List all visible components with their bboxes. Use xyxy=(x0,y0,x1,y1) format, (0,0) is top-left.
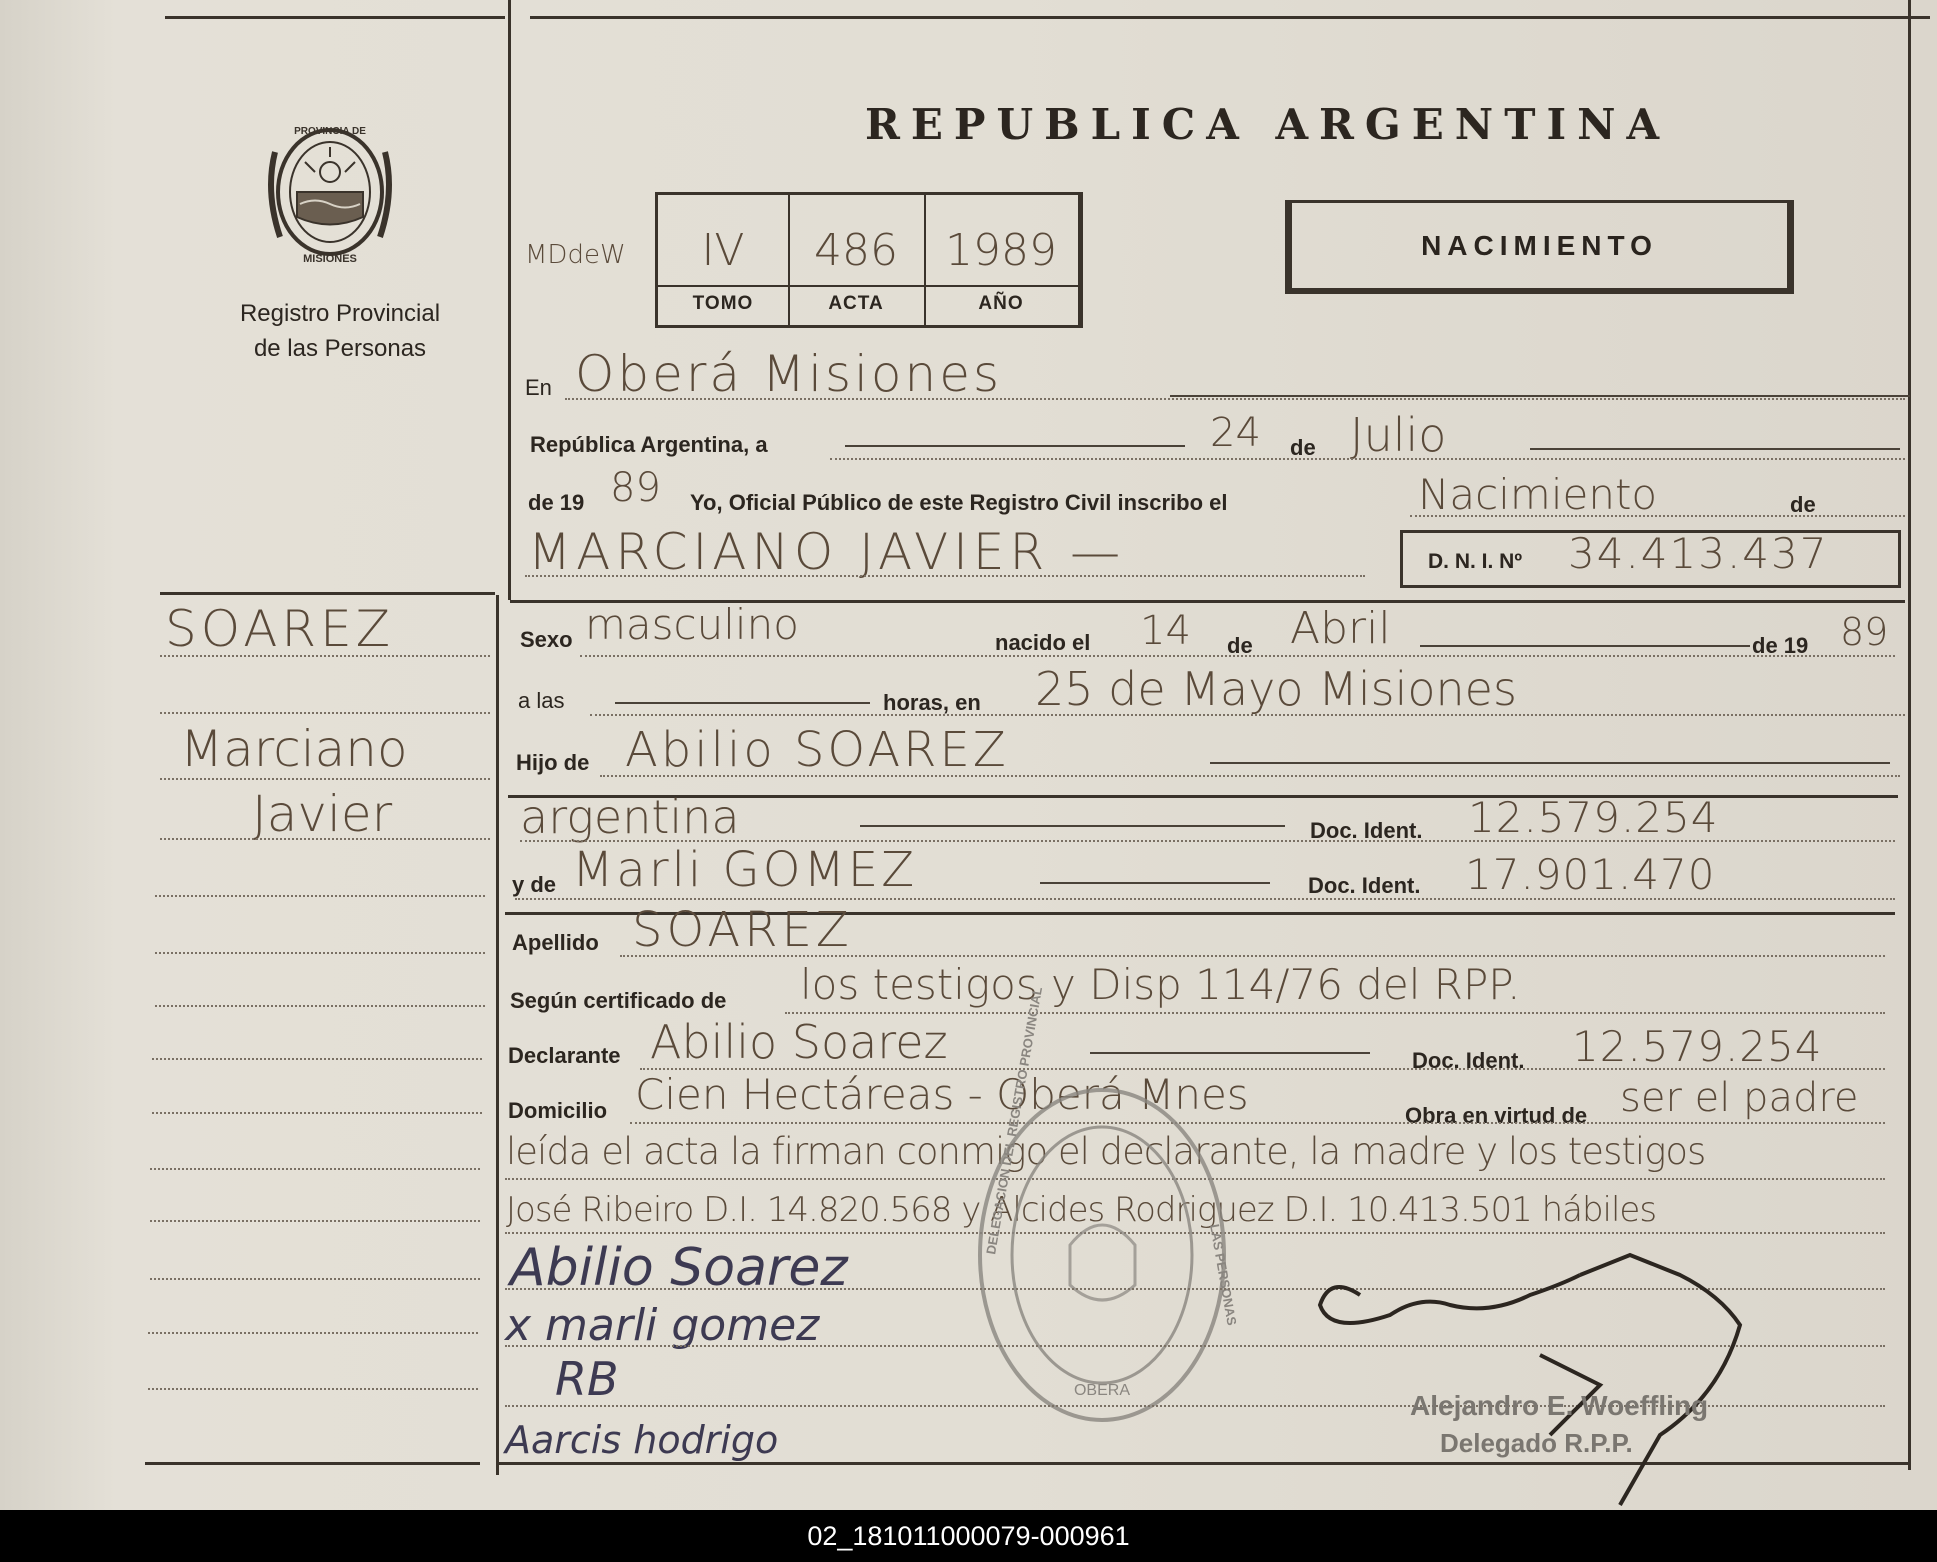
horas-label: horas, en xyxy=(883,690,981,715)
seal-bottom-text: MISIONES xyxy=(303,253,357,265)
birth-year-prefix: de 19 xyxy=(1752,633,1809,658)
doc-type-box xyxy=(1285,200,1794,294)
father-nationality-value: argentina xyxy=(520,790,740,844)
y-de-label: y de xyxy=(512,872,557,897)
segun-value: los testigos y Disp 114/76 del RPP. xyxy=(800,960,1521,1009)
mother-name-line xyxy=(1040,882,1270,884)
de-label-2: de xyxy=(1790,492,1816,517)
sexo-dotted xyxy=(580,655,1895,657)
margin-dot-12 xyxy=(150,1278,480,1280)
obra-label: Obra en virtud de xyxy=(1405,1103,1588,1128)
declarante-label: Declarante xyxy=(508,1043,621,1068)
father-name-value: Abilio SOAREZ xyxy=(625,722,1009,778)
top-rule-right xyxy=(530,16,1930,19)
vertical-rule-lower xyxy=(496,595,499,1475)
stamp-right-text: LAS PERSONAS xyxy=(1207,1222,1240,1327)
place-value: Oberá Misiones xyxy=(575,345,1003,403)
birth-day-value: 14 xyxy=(1140,608,1191,654)
official-title: Delegado R.P.P. xyxy=(1440,1428,1633,1458)
volume-box xyxy=(655,192,1083,328)
margin-top-rule xyxy=(160,592,495,595)
official-signature-icon xyxy=(1300,1235,1820,1515)
margin-bottom-rule xyxy=(145,1462,480,1465)
declarante-line xyxy=(1090,1052,1370,1054)
margin-dot-9 xyxy=(152,1112,482,1114)
registry-name xyxy=(205,296,475,366)
place-line xyxy=(1170,395,1910,397)
doc-type-label: NACIMIENTO xyxy=(1421,230,1658,261)
margin-dot-6 xyxy=(155,952,485,954)
volume-label-rule xyxy=(658,285,1078,287)
hijo-label: Hijo de xyxy=(516,750,590,775)
stamp-bottom-text: OBERA xyxy=(1073,1382,1131,1399)
top-rule-left xyxy=(165,16,505,19)
vertical-rule-upper xyxy=(508,0,511,600)
date-dotted xyxy=(830,458,1905,460)
margin-dot-7 xyxy=(155,1005,485,1007)
declarante-doc-value: 12.579.254 xyxy=(1572,1022,1823,1071)
signature-witness-1: RB xyxy=(555,1352,619,1406)
domicilio-dotted xyxy=(630,1122,1885,1124)
mother-doc-value: 17.901.470 xyxy=(1465,850,1716,899)
margin-dot-4 xyxy=(160,838,490,840)
year-prefix: de 19 xyxy=(528,490,585,515)
margin-dot-2 xyxy=(160,712,490,714)
dni-label: D. N. I. Nº xyxy=(1428,550,1523,573)
birth-month-value: Abril xyxy=(1290,603,1391,654)
margin-dot-5 xyxy=(155,895,485,897)
seal-top-text: PROVINCIA DE xyxy=(294,126,366,137)
volume-prefix: MDdeW xyxy=(525,240,626,270)
declarante-value: Abilio Soarez xyxy=(650,1015,948,1069)
full-name-dotted xyxy=(525,575,1365,577)
dni-value: 34.413.437 xyxy=(1568,529,1829,578)
note-line-1: leída el acta la firman conmigo el declarante, la madre y los testigos xyxy=(506,1130,1706,1173)
margin-given-2: Javier xyxy=(252,785,393,843)
tomo-value: IV xyxy=(701,225,745,276)
province-seal-icon xyxy=(255,112,405,272)
a-las-label: a las xyxy=(518,688,565,713)
margin-dot-3 xyxy=(160,778,490,780)
segun-label: Según certificado de xyxy=(510,988,727,1013)
birth-month-line xyxy=(1420,645,1750,647)
date-blank-line xyxy=(845,445,1185,447)
republica-label: República Argentina, a xyxy=(530,432,768,457)
place-dotted xyxy=(565,398,1905,400)
year-value: 89 xyxy=(610,465,661,511)
domicilio-value: Cien Hectáreas - Oberá Mnes xyxy=(635,1070,1249,1119)
month-value: Julio xyxy=(1350,408,1447,462)
official-name: Alejandro E. Woeffling xyxy=(1410,1390,1709,1421)
month-line xyxy=(1530,448,1900,450)
inscription-dotted xyxy=(1410,515,1905,517)
de-label-3: de xyxy=(1227,633,1253,658)
tomo-label: TOMO xyxy=(692,293,754,314)
country-title: REPUBLICA ARGENTINA xyxy=(865,100,1671,149)
apellido-dotted xyxy=(620,955,1885,957)
sexo-value: masculino xyxy=(585,600,799,649)
note-line-2: José Ribeiro D.I. 14.820.568 y Alcides Rodriguez D.I. 10.413.501 hábiles xyxy=(506,1190,1657,1230)
father-doc-value: 12.579.254 xyxy=(1468,793,1719,842)
birth-place-value: 25 de Mayo Misiones xyxy=(1035,662,1517,716)
signature-witness-2: Aarcis hodrigo xyxy=(505,1418,779,1462)
ano-value: 1989 xyxy=(945,225,1057,276)
father-name-dotted xyxy=(600,775,1900,777)
nacido-label: nacido el xyxy=(995,630,1091,655)
apellido-value: SOAREZ xyxy=(632,902,853,958)
margin-surname: SOAREZ xyxy=(165,600,395,658)
margin-dot-8 xyxy=(152,1058,482,1060)
mother-name-value: Marli GOMEZ xyxy=(572,842,918,898)
ano-label: AÑO xyxy=(978,293,1024,314)
segun-dotted xyxy=(785,1012,1885,1014)
vertical-rule-right xyxy=(1908,0,1911,1470)
declarante-doc-label: Doc. Ident. xyxy=(1412,1048,1525,1073)
stamp-top-text: DELEGACION DEL REGISTRO PROVINCIAL xyxy=(983,985,1046,1256)
acta-label: ACTA xyxy=(828,293,884,314)
margin-dot-14 xyxy=(148,1388,478,1390)
registry-stamp-icon xyxy=(975,985,1240,1425)
hours-line xyxy=(615,702,870,704)
father-doc-label: Doc. Ident. xyxy=(1310,818,1423,843)
document-id-footer: 02_181011000079-000961 xyxy=(0,1510,1937,1562)
margin-dot-13 xyxy=(148,1332,478,1334)
birth-year-value: 89 xyxy=(1840,610,1889,654)
domicilio-label: Domicilio xyxy=(508,1098,608,1123)
margin-dot-11 xyxy=(150,1220,480,1222)
obra-value: ser el padre xyxy=(1620,1075,1859,1121)
inscription-type-value: Nacimiento xyxy=(1418,470,1658,519)
dni-box xyxy=(1400,530,1901,588)
margin-dot-10 xyxy=(150,1168,480,1170)
acta-value: 486 xyxy=(814,225,898,276)
full-name-value: MARCIANO JAVIER — xyxy=(528,523,1126,581)
mother-dotted xyxy=(515,898,1895,900)
registry-line-1: Registro Provincial xyxy=(239,300,441,327)
father-name-line xyxy=(1210,762,1890,764)
day-value: 24 xyxy=(1210,410,1261,456)
registry-line-2: de las Personas xyxy=(253,335,427,362)
sexo-label: Sexo xyxy=(520,627,573,652)
apellido-label: Apellido xyxy=(512,930,599,955)
margin-dot-1 xyxy=(160,655,490,657)
margin-given-1: Marciano xyxy=(180,720,408,778)
signature-mother: x marli gomez xyxy=(505,1300,820,1351)
mother-doc-label: Doc. Ident. xyxy=(1308,873,1421,898)
a-las-dotted xyxy=(590,714,1905,716)
officer-statement: Yo, Oficial Público de este Registro Civil inscribo el xyxy=(690,490,1228,515)
nationality-line xyxy=(860,825,1285,827)
signature-declarante: Abilio Soarez xyxy=(510,1238,848,1298)
en-label: En xyxy=(525,375,552,400)
de-label: de xyxy=(1290,435,1316,460)
